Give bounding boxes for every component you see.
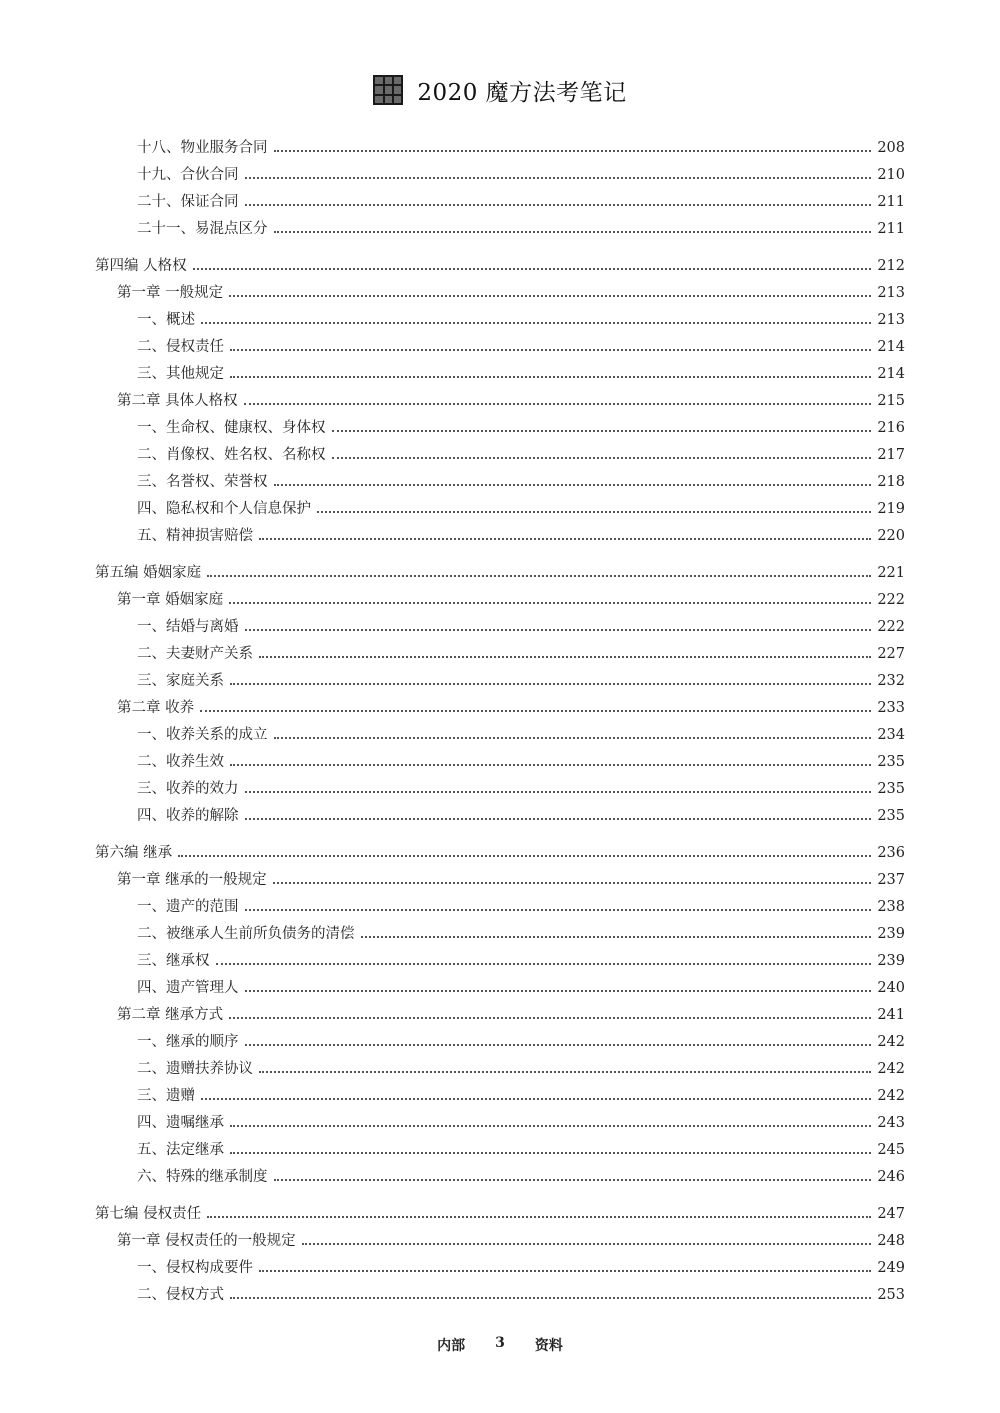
toc-dot-leader [259, 655, 871, 658]
toc-entry[interactable] [95, 1078, 905, 1105]
toc-entry-title: 四、遗产管理人 [137, 980, 239, 996]
toc-entry-title: 六、特殊的继承制度 [137, 1169, 268, 1185]
toc-entry-title: 四、隐私权和个人信息保护 [137, 501, 311, 517]
toc-dot-leader [229, 601, 871, 604]
toc-dot-leader [245, 908, 872, 911]
page-footer [0, 1335, 1000, 1355]
toc-entry-page: 246 [877, 1169, 905, 1185]
toc-entry[interactable] [95, 889, 905, 916]
toc-dot-leader [245, 989, 872, 992]
toc-dot-leader [178, 854, 871, 857]
toc-entry-page: 215 [877, 393, 905, 409]
toc-entry[interactable] [95, 744, 905, 771]
toc-dot-leader [332, 456, 872, 459]
toc-entry[interactable] [95, 1196, 905, 1223]
toc-entry[interactable] [95, 582, 905, 609]
toc-entry-page: 213 [877, 312, 905, 328]
toc-entry-page: 243 [877, 1115, 905, 1131]
toc-entry-title: 第一章 侵权责任的一般规定 [117, 1233, 296, 1249]
toc-entry-title: 二、侵权责任 [137, 339, 224, 355]
toc-dot-leader [230, 348, 871, 351]
toc-dot-leader [207, 574, 871, 577]
toc-entry-page: 235 [877, 808, 905, 824]
toc-entry[interactable] [95, 798, 905, 825]
toc-entry[interactable] [95, 835, 905, 862]
toc-entry-title: 十九、合伙合同 [137, 167, 239, 183]
toc-entry-page: 234 [877, 727, 905, 743]
toc-dot-leader [245, 817, 872, 820]
table-of-contents [95, 130, 905, 1304]
toc-entry-title: 二、遗赠扶养协议 [137, 1061, 253, 1077]
toc-entry[interactable] [95, 437, 905, 464]
toc-entry-page: 217 [877, 447, 905, 463]
toc-entry-title: 一、结婚与离婚 [137, 619, 239, 635]
toc-entry-title: 第五编 婚姻家庭 [95, 565, 202, 581]
toc-entry-page: 208 [877, 140, 905, 156]
toc-dot-leader [332, 429, 872, 432]
toc-entry-page: 245 [877, 1142, 905, 1158]
toc-entry-page: 232 [877, 673, 905, 689]
toc-entry-title: 五、法定继承 [137, 1142, 224, 1158]
toc-entry[interactable] [95, 1277, 905, 1304]
toc-entry-title: 第一章 婚姻家庭 [117, 592, 224, 608]
toc-entry-title: 四、遗嘱继承 [137, 1115, 224, 1131]
toc-entry-page: 222 [877, 619, 905, 635]
toc-dot-leader [244, 402, 871, 405]
toc-entry[interactable] [95, 636, 905, 663]
toc-entry-title: 四、收养的解除 [137, 808, 239, 824]
toc-dot-leader [274, 149, 872, 152]
toc-entry-title: 二十一、易混点区分 [137, 221, 268, 237]
toc-entry-page: 211 [877, 194, 905, 210]
toc-entry-title: 三、名誉权、荣誉权 [137, 474, 268, 490]
toc-dot-leader [230, 682, 871, 685]
toc-dot-leader [317, 510, 871, 513]
toc-entry-page: 237 [877, 872, 905, 888]
toc-dot-leader [216, 962, 872, 965]
toc-entry[interactable] [95, 211, 905, 238]
toc-entry[interactable] [95, 771, 905, 798]
toc-entry[interactable] [95, 609, 905, 636]
toc-entry-page: 213 [877, 285, 905, 301]
toc-entry[interactable] [95, 275, 905, 302]
toc-entry[interactable] [95, 157, 905, 184]
toc-entry-page: 239 [877, 926, 905, 942]
toc-entry[interactable] [95, 1250, 905, 1277]
rubiks-cube-icon [373, 75, 403, 105]
toc-entry[interactable] [95, 916, 905, 943]
toc-entry-page: 253 [877, 1287, 905, 1303]
toc-entry-title: 十八、物业服务合同 [137, 140, 268, 156]
toc-entry[interactable] [95, 130, 905, 157]
toc-entry-page: 214 [877, 366, 905, 382]
toc-entry-title: 三、其他规定 [137, 366, 224, 382]
toc-entry-page: 247 [877, 1206, 905, 1222]
toc-entry-title: 第二章 具体人格权 [117, 393, 238, 409]
toc-entry-title: 二、被继承人生前所负债务的清偿 [137, 926, 355, 942]
toc-entry[interactable] [95, 943, 905, 970]
toc-dot-leader [230, 1151, 871, 1154]
toc-entry-title: 第一章 一般规定 [117, 285, 224, 301]
toc-entry[interactable] [95, 1105, 905, 1132]
toc-entry-title: 三、收养的效力 [137, 781, 239, 797]
toc-entry-title: 一、概述 [137, 312, 195, 328]
toc-dot-leader [201, 1097, 871, 1100]
footer-page-number: 3 [495, 1335, 505, 1351]
toc-entry[interactable] [95, 1051, 905, 1078]
toc-entry-page: 222 [877, 592, 905, 608]
toc-entry-title: 一、收养关系的成立 [137, 727, 268, 743]
toc-entry-page: 236 [877, 845, 905, 861]
toc-entry[interactable] [95, 248, 905, 275]
toc-dot-leader [245, 176, 872, 179]
toc-entry-title: 第六编 继承 [95, 845, 173, 861]
toc-dot-leader [274, 483, 872, 486]
toc-dot-leader [274, 230, 872, 233]
toc-entry-page: 216 [877, 420, 905, 436]
toc-dot-leader [230, 375, 871, 378]
toc-entry[interactable] [95, 184, 905, 211]
toc-dot-leader [274, 1178, 872, 1181]
toc-entry[interactable] [95, 1132, 905, 1159]
toc-dot-leader [274, 736, 872, 739]
toc-dot-leader [259, 1269, 871, 1272]
toc-entry-page: 239 [877, 953, 905, 969]
toc-entry-page: 242 [877, 1088, 905, 1104]
toc-dot-leader [245, 203, 872, 206]
toc-dot-leader [230, 1124, 871, 1127]
toc-entry-title: 一、侵权构成要件 [137, 1260, 253, 1276]
toc-entry[interactable] [95, 383, 905, 410]
toc-dot-leader [245, 1043, 872, 1046]
toc-entry-page: 221 [877, 565, 905, 581]
toc-dot-leader [230, 763, 871, 766]
toc-entry[interactable] [95, 970, 905, 997]
toc-entry-title: 第一章 继承的一般规定 [117, 872, 267, 888]
toc-entry-title: 五、精神损害赔偿 [137, 528, 253, 544]
toc-entry[interactable] [95, 329, 905, 356]
toc-entry[interactable] [95, 1159, 905, 1186]
footer-left-label: 内部 [437, 1338, 466, 1354]
toc-entry[interactable] [95, 1223, 905, 1250]
toc-entry[interactable] [95, 862, 905, 889]
toc-entry-title: 二、收养生效 [137, 754, 224, 770]
toc-dot-leader [230, 1296, 871, 1299]
toc-entry-page: 218 [877, 474, 905, 490]
toc-entry-title: 一、生命权、健康权、身体权 [137, 420, 326, 436]
toc-entry-title: 三、继承权 [137, 953, 210, 969]
toc-dot-leader [207, 1215, 871, 1218]
toc-entry-page: 211 [877, 221, 905, 237]
toc-entry[interactable] [95, 356, 905, 383]
toc-entry[interactable] [95, 690, 905, 717]
toc-entry-title: 三、遗赠 [137, 1088, 195, 1104]
toc-entry-title: 一、继承的顺序 [137, 1034, 239, 1050]
toc-entry-title: 第四编 人格权 [95, 258, 187, 274]
toc-entry-title: 第二章 收养 [117, 700, 195, 716]
toc-entry-page: 235 [877, 754, 905, 770]
toc-dot-leader [193, 267, 871, 270]
toc-entry-page: 240 [877, 980, 905, 996]
toc-entry[interactable] [95, 464, 905, 491]
toc-entry-page: 238 [877, 899, 905, 915]
toc-dot-leader [273, 881, 871, 884]
toc-entry-page: 242 [877, 1061, 905, 1077]
toc-entry-page: 242 [877, 1034, 905, 1050]
toc-entry[interactable] [95, 663, 905, 690]
toc-entry[interactable] [95, 997, 905, 1024]
toc-dot-leader [201, 321, 871, 324]
toc-dot-leader [200, 709, 871, 712]
toc-entry-page: 214 [877, 339, 905, 355]
toc-entry-title: 二、侵权方式 [137, 1287, 224, 1303]
toc-dot-leader [259, 537, 871, 540]
toc-entry-page: 220 [877, 528, 905, 544]
toc-entry-page: 235 [877, 781, 905, 797]
toc-dot-leader [229, 294, 871, 297]
toc-entry[interactable] [95, 410, 905, 437]
toc-entry-page: 227 [877, 646, 905, 662]
toc-entry[interactable] [95, 302, 905, 329]
toc-entry-page: 212 [877, 258, 905, 274]
footer-right-label: 资料 [534, 1338, 563, 1354]
toc-dot-leader [245, 790, 872, 793]
toc-entry-page: 233 [877, 700, 905, 716]
toc-entry-page: 210 [877, 167, 905, 183]
toc-entry-title: 第二章 继承方式 [117, 1007, 224, 1023]
toc-entry-page: 219 [877, 501, 905, 517]
toc-entry[interactable] [95, 1024, 905, 1051]
toc-entry[interactable] [95, 555, 905, 582]
page-title: 2020 魔方法考笔记 [417, 79, 627, 106]
toc-dot-leader [361, 935, 872, 938]
toc-entry-page: 248 [877, 1233, 905, 1249]
toc-entry-title: 三、家庭关系 [137, 673, 224, 689]
toc-dot-leader [229, 1016, 871, 1019]
toc-entry-page: 249 [877, 1260, 905, 1276]
toc-entry[interactable] [95, 491, 905, 518]
toc-entry-title: 一、遗产的范围 [137, 899, 239, 915]
toc-entry[interactable] [95, 518, 905, 545]
toc-entry-title: 第七编 侵权责任 [95, 1206, 202, 1222]
toc-entry-title: 二十、保证合同 [137, 194, 239, 210]
page-header [0, 70, 1000, 110]
toc-dot-leader [245, 628, 872, 631]
toc-dot-leader [259, 1070, 871, 1073]
toc-entry-title: 二、夫妻财产关系 [137, 646, 253, 662]
toc-dot-leader [302, 1242, 871, 1245]
toc-entry-page: 241 [877, 1007, 905, 1023]
toc-entry[interactable] [95, 717, 905, 744]
toc-entry-title: 二、肖像权、姓名权、名称权 [137, 447, 326, 463]
